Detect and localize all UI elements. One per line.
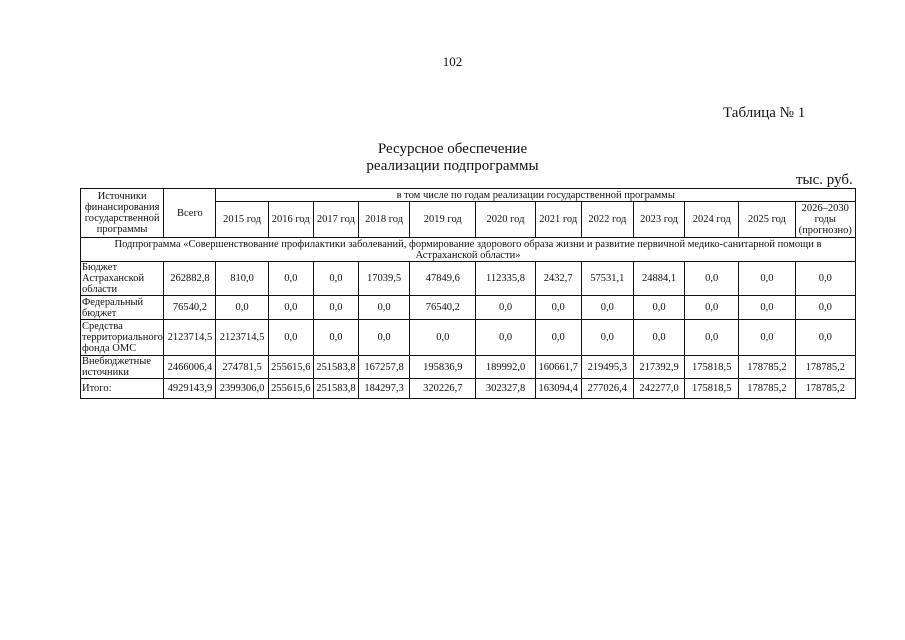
cell-value: 320226,7	[410, 379, 476, 399]
header-year: 2021 год	[535, 202, 581, 238]
cell-value: 251583,8	[313, 356, 358, 379]
row-total: 76540,2	[164, 296, 216, 320]
unit-label: тыс. руб.	[796, 172, 853, 188]
row-source: Федеральный бюджет	[81, 296, 164, 320]
cell-value: 178785,2	[795, 379, 855, 399]
cell-value: 2432,7	[535, 262, 581, 296]
cell-value: 178785,2	[739, 356, 795, 379]
cell-value: 277026,4	[581, 379, 633, 399]
title-line-2: реализации подпрограммы	[366, 158, 539, 174]
cell-value: 0,0	[358, 320, 409, 356]
cell-value: 0,0	[685, 320, 739, 356]
cell-value: 0,0	[795, 296, 855, 320]
header-source: Источники финансирования государственной программы	[81, 189, 164, 238]
cell-value: 0,0	[581, 296, 633, 320]
row-source: Средства территориального фонда ОМС	[82, 321, 163, 354]
cell-value: 0,0	[633, 296, 684, 320]
title-line-1: Ресурсное обеспечение	[377, 141, 528, 157]
table-row	[81, 379, 856, 399]
cell-value: 0,0	[313, 320, 358, 356]
cell-value: 0,0	[268, 262, 313, 296]
cell-value: 76540,2	[410, 296, 476, 320]
cell-value: 0,0	[795, 320, 855, 356]
row-total: 4929143,9	[164, 379, 216, 399]
cell-value: 0,0	[216, 296, 268, 320]
cell-value: 217392,9	[633, 356, 684, 379]
page-number: 102	[442, 54, 463, 69]
cell-value: 184297,3	[358, 379, 409, 399]
cell-value: 0,0	[685, 262, 739, 296]
cell-value: 0,0	[581, 320, 633, 356]
row-total: 262882,8	[164, 262, 216, 296]
header-year: 2019 год	[410, 202, 476, 238]
cell-value: 17039,5	[358, 262, 409, 296]
cell-value: 0,0	[476, 296, 535, 320]
cell-value: 0,0	[313, 262, 358, 296]
cell-value: 0,0	[268, 320, 313, 356]
cell-value: 242277,0	[633, 379, 684, 399]
cell-value: 175818,5	[685, 356, 739, 379]
cell-value: 2123714,5	[216, 320, 268, 356]
cell-value: 163094,4	[535, 379, 581, 399]
cell-value: 810,0	[216, 262, 268, 296]
table-row	[81, 296, 856, 320]
header-year: 2023 год	[633, 202, 684, 238]
cell-value: 0,0	[410, 320, 476, 356]
row-total: 2123714,5	[164, 320, 216, 356]
header-total: Всего	[164, 189, 216, 238]
cell-value: 0,0	[313, 296, 358, 320]
cell-value: 0,0	[535, 320, 581, 356]
header-years-group: в том числе по годам реализации государственной программы	[216, 189, 856, 202]
cell-value: 0,0	[685, 296, 739, 320]
cell-value: 0,0	[476, 320, 535, 356]
header-year: 2015 год	[216, 202, 268, 238]
cell-value: 0,0	[739, 262, 795, 296]
row-source: Итого:	[81, 379, 164, 399]
cell-value: 0,0	[795, 262, 855, 296]
cell-value: 2399306,0	[216, 379, 268, 399]
resource-table	[80, 188, 856, 399]
cell-value: 160661,7	[535, 356, 581, 379]
cell-value: 0,0	[358, 296, 409, 320]
cell-value: 0,0	[739, 320, 795, 356]
header-year: 2025 год	[739, 202, 795, 238]
header-year: 2022 год	[581, 202, 633, 238]
table-label: Таблица № 1	[723, 105, 806, 121]
cell-value: 302327,8	[476, 379, 535, 399]
header-year: 2020 год	[476, 202, 535, 238]
cell-value: 112335,8	[476, 262, 535, 296]
row-source: Внебюджетные источники	[81, 356, 164, 379]
table-row	[81, 262, 856, 296]
cell-value: 178785,2	[795, 356, 855, 379]
header-year: 2026–2030 годы (прогнозно)	[795, 202, 855, 238]
table-row	[81, 356, 856, 379]
cell-value: 57531,1	[581, 262, 633, 296]
cell-value: 0,0	[739, 296, 795, 320]
row-source: Бюджет Астраханской области	[81, 262, 164, 296]
table-row	[81, 320, 856, 356]
row-total: 2466006,4	[164, 356, 216, 379]
cell-value: 0,0	[268, 296, 313, 320]
cell-value: 255615,6	[268, 379, 313, 399]
header-year: 2024 год	[685, 202, 739, 238]
cell-value: 47849,6	[410, 262, 476, 296]
header-year: 2017 год	[313, 202, 358, 238]
cell-value: 0,0	[633, 320, 684, 356]
document-title	[0, 141, 905, 175]
header-year: 2016 год	[268, 202, 313, 238]
cell-value: 255615,6	[268, 356, 313, 379]
cell-value: 219495,3	[581, 356, 633, 379]
cell-value: 189992,0	[476, 356, 535, 379]
cell-value: 0,0	[535, 296, 581, 320]
cell-value: 178785,2	[739, 379, 795, 399]
subprogram-title: Подпрограмма «Совершенствование профилактики заболеваний, формирование здорового образа жизни и развитие первичной медико-санитарной помощи в Астраханской области»	[81, 238, 856, 262]
cell-value: 251583,8	[313, 379, 358, 399]
cell-value: 274781,5	[216, 356, 268, 379]
cell-value: 167257,8	[358, 356, 409, 379]
cell-value: 195836,9	[410, 356, 476, 379]
cell-value: 24884,1	[633, 262, 684, 296]
cell-value: 175818,5	[685, 379, 739, 399]
header-year: 2018 год	[358, 202, 409, 238]
